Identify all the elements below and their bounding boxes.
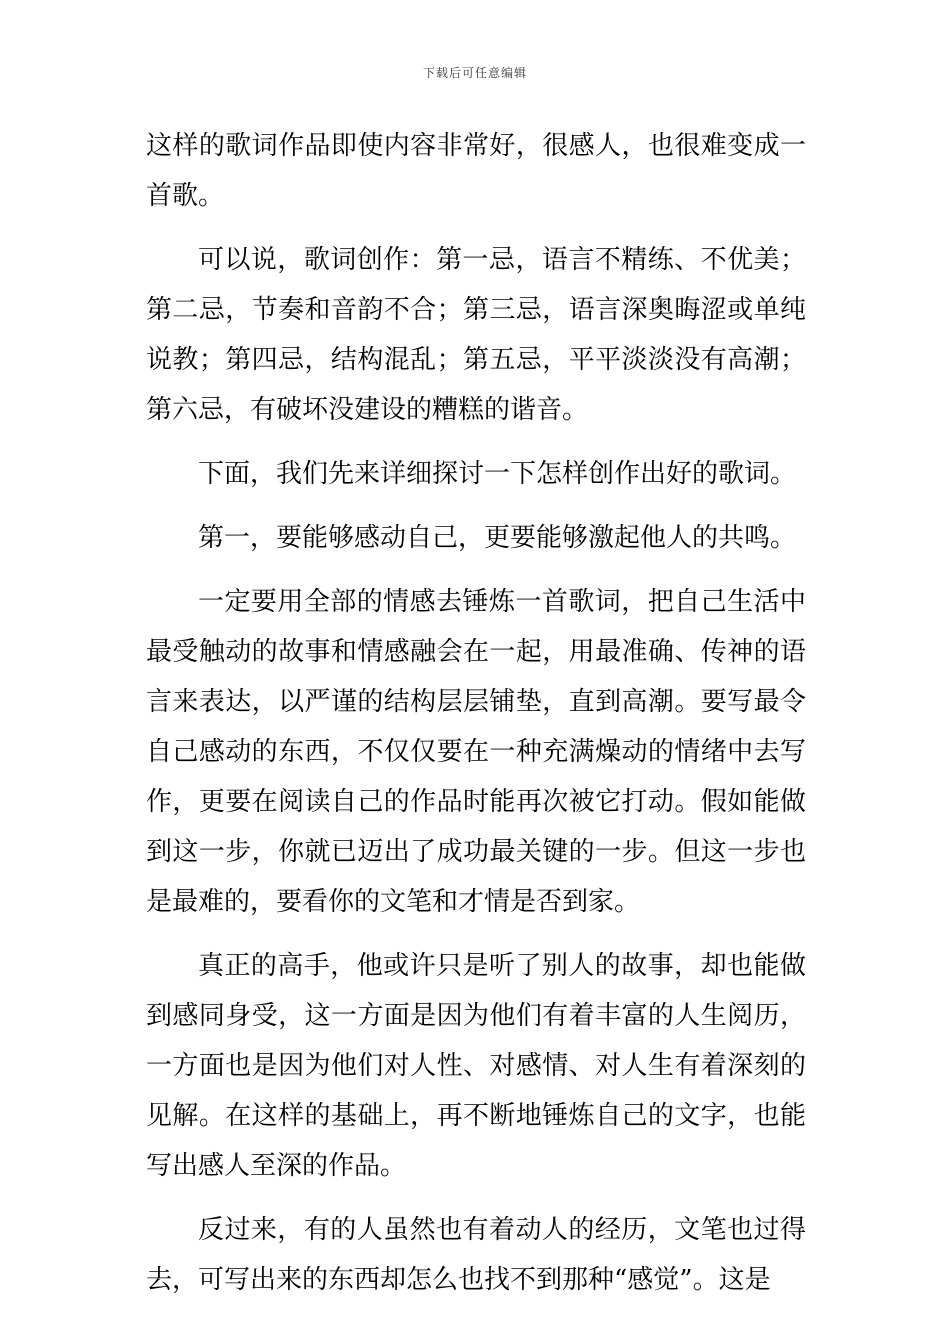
document-body (146, 121, 806, 1305)
paragraph-7: 反过来，有的人虽然也有着动人的经历，文笔也过得去，可写出来的东西却怎么也找不到那种“感觉”。这是 (146, 1215, 806, 1295)
paragraph-1: 这样的歌词作品即使内容非常好，很感人，也很难变成一首歌。 (146, 131, 806, 211)
page-header: 下载后可任意编辑 (422, 66, 527, 80)
paragraph-2: 可以说，歌词创作：第一忌，语言不精练、不优美；第二忌，节奏和音韵不合；第三忌，语言深奥晦涩或单纯说教；第四忌，结构混乱；第五忌，平平淡淡没有高潮；第六忌，有破坏没建设的糟糕的谐音。 (146, 245, 806, 425)
paragraph-5: 一定要用全部的情感去锤炼一首歌词，把自己生活中最受触动的故事和情感融会在一起，用最准确、传神的语言来表达，以严谨的结构层层铺垫，直到高潮。要写最令自己感动的东西，不仅仅要在一种充满燥动的情绪中去写作，更要在阅读自己的作品时能再次被它打动。假如能做到这一步，你就已迈出了成功最关键的一步。但这一步也是最难的，要看你的文笔和才情是否到家。 (146, 587, 806, 917)
paragraph-4: 第一，要能够感动自己，更要能够激起他人的共鸣。 (198, 523, 797, 553)
paragraph-6: 真正的高手，他或许只是听了别人的故事，却也能做到感同身受，这一方面是因为他们有着丰富的人生阅历，一方面也是因为他们对人性、对感情、对人生有着深刻的见解。在这样的基础上，再不断地锤炼自己的文字，也能写出感人至深的作品。 (146, 951, 806, 1181)
paragraph-3: 下面，我们先来详细探讨一下怎样创作出好的歌词。 (198, 459, 797, 489)
